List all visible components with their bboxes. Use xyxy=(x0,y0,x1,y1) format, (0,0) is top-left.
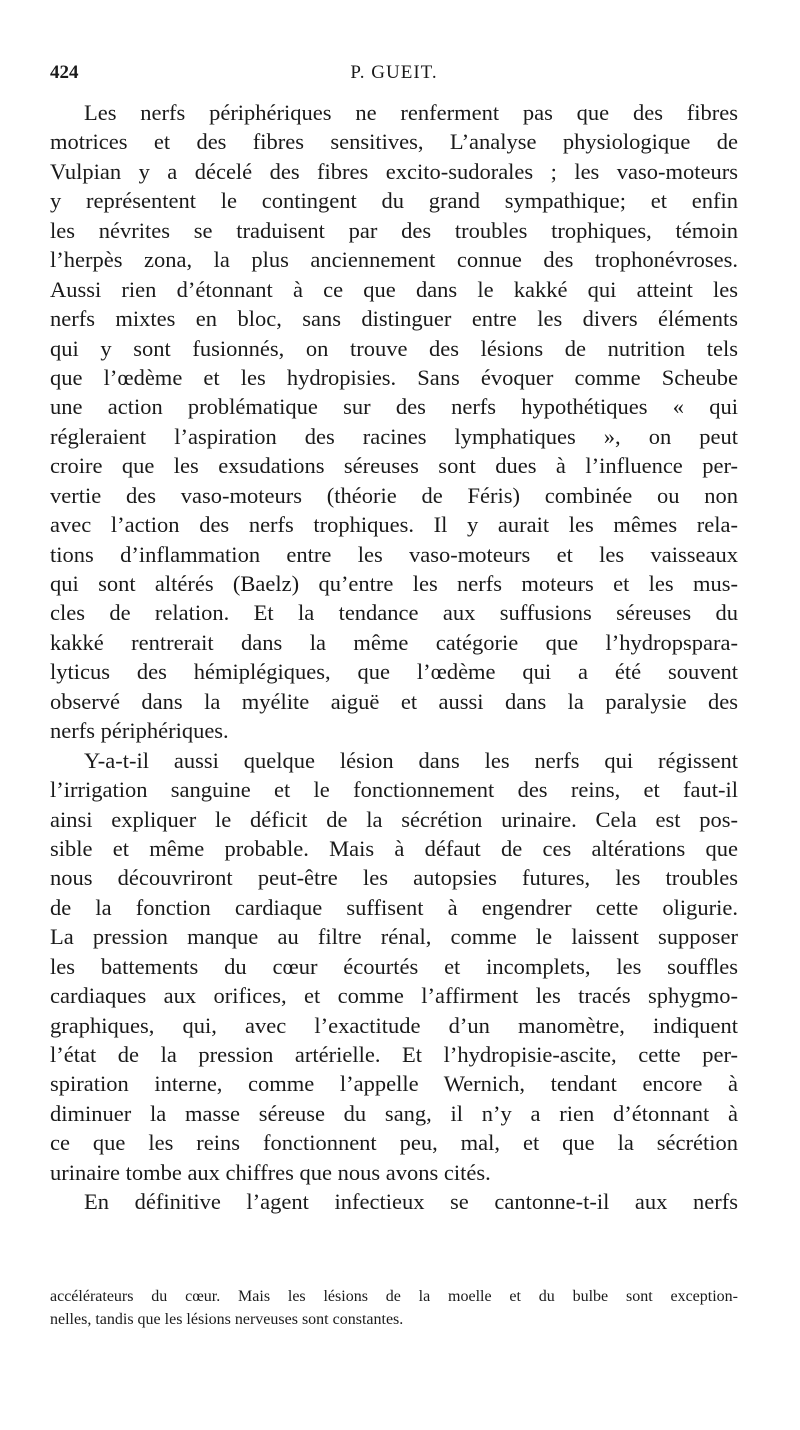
text-line: motrices et des fibres sensitives, L’analyse physiologique de xyxy=(50,129,738,155)
page-header xyxy=(50,62,738,90)
text-line: diminuer la masse séreuse du sang, il n’y a rien d’étonnant à xyxy=(50,1100,738,1126)
text-line: l’état de la pression artérielle. Et l’hydropisie-ascite, cette per- xyxy=(50,1042,738,1067)
text-line: qui sont altérés (Baelz) qu’entre les nerfs moteurs et les mus- xyxy=(50,571,738,596)
page-number: 424 xyxy=(50,62,79,83)
text-line: spiration interne, comme l’appelle Wernich, tendant encore à xyxy=(50,1071,738,1097)
text-line: nerfs mixtes en bloc, sans distinguer entre les divers éléments xyxy=(50,306,738,332)
text-line: urinaire tombe aux chiffres que nous avons cités. xyxy=(50,1159,491,1185)
text-line: les névrites se traduisent par des troubles trophiques, témoin xyxy=(50,217,738,243)
text-line: régleraient l’aspiration des racines lymphatiques », on peut xyxy=(50,423,738,449)
footnote-line: nelles, tandis que les lésions nerveuses sont constantes. xyxy=(50,1311,404,1328)
text-line: nous découvriront peut-être les autopsies futures, les troubles xyxy=(50,865,738,891)
body-text xyxy=(50,98,738,1217)
text-line: l’herpès zona, la plus anciennement connue des trophonévroses. xyxy=(50,247,738,273)
text-line: Vulpian y a décelé des fibres excito-sudorales ; les vaso-moteurs xyxy=(50,158,738,184)
text-line: vertie des vaso-moteurs (théorie de Féris) combinée ou non xyxy=(50,482,738,508)
text-line: de la fonction cardiaque suffisent à engendrer cette oligurie. xyxy=(50,894,738,920)
text-line: avec l’action des nerfs trophiques. Il y aurait les mêmes rela- xyxy=(50,512,738,538)
text-line: sible et même probable. Mais à défaut de ces altérations que xyxy=(50,835,738,861)
text-line: y représentent le contingent du grand sympathique; et enfin xyxy=(50,188,738,214)
text-line: que l’œdème et les hydropisies. Sans évoquer comme Scheube xyxy=(50,364,738,390)
text-line: l’irrigation sanguine et le fonctionnement des reins, et faut-il xyxy=(50,777,738,803)
text-line: kakké rentrerait dans la même catégorie que l’hydropspara- xyxy=(50,629,738,655)
text-line: Y-a-t-il aussi quelque lésion dans les nerfs qui régissent xyxy=(84,747,738,773)
footnote-line: accélérateurs du cœur. Mais les lésions de la moelle et du bulbe sont exception- xyxy=(50,1288,738,1305)
text-line: nerfs périphériques. xyxy=(50,718,229,744)
text-line: une action problématique sur des nerfs hypothétiques « qui xyxy=(50,394,738,420)
running-head: P. GUEIT. xyxy=(350,62,438,83)
text-line: les battements du cœur écourtés et incomplets, les souffles xyxy=(50,953,738,979)
text-line: croire que les exsudations séreuses sont dues à l’influence per- xyxy=(50,453,738,479)
text-line: La pression manque au filtre rénal, comme le laissent supposer xyxy=(50,924,738,950)
text-line: En définitive l’agent infectieux se cantonne-t-il aux nerfs xyxy=(84,1189,738,1215)
text-line: Les nerfs périphériques ne renferment pas que des fibres xyxy=(84,100,738,125)
text-line: ce que les reins fonctionnent peu, mal, et que la sécrétion xyxy=(50,1130,738,1156)
text-line: cles de relation. Et la tendance aux suffusions séreuses du xyxy=(50,600,738,626)
text-line: graphiques, qui, avec l’exactitude d’un manomètre, indiquent xyxy=(50,1012,738,1038)
text-line: Aussi rien d’étonnant à ce que dans le kakké qui atteint les xyxy=(50,276,738,302)
text-line: tions d’inflammation entre les vaso-moteurs et les vaisseaux xyxy=(50,541,738,567)
text-line: observé dans la myélite aiguë et aussi dans la paralysie des xyxy=(50,688,738,714)
footnote xyxy=(50,1285,738,1331)
text-line: ainsi expliquer le déficit de la sécrétion urinaire. Cela est pos- xyxy=(50,806,738,832)
text-line: lyticus des hémiplégiques, que l’œdème qui a été souvent xyxy=(50,659,738,685)
text-line: qui y sont fusionnés, on trouve des lésions de nutrition tels xyxy=(50,335,738,361)
text-line: cardiaques aux orifices, et comme l’affirment les tracés sphygmo- xyxy=(50,983,738,1009)
